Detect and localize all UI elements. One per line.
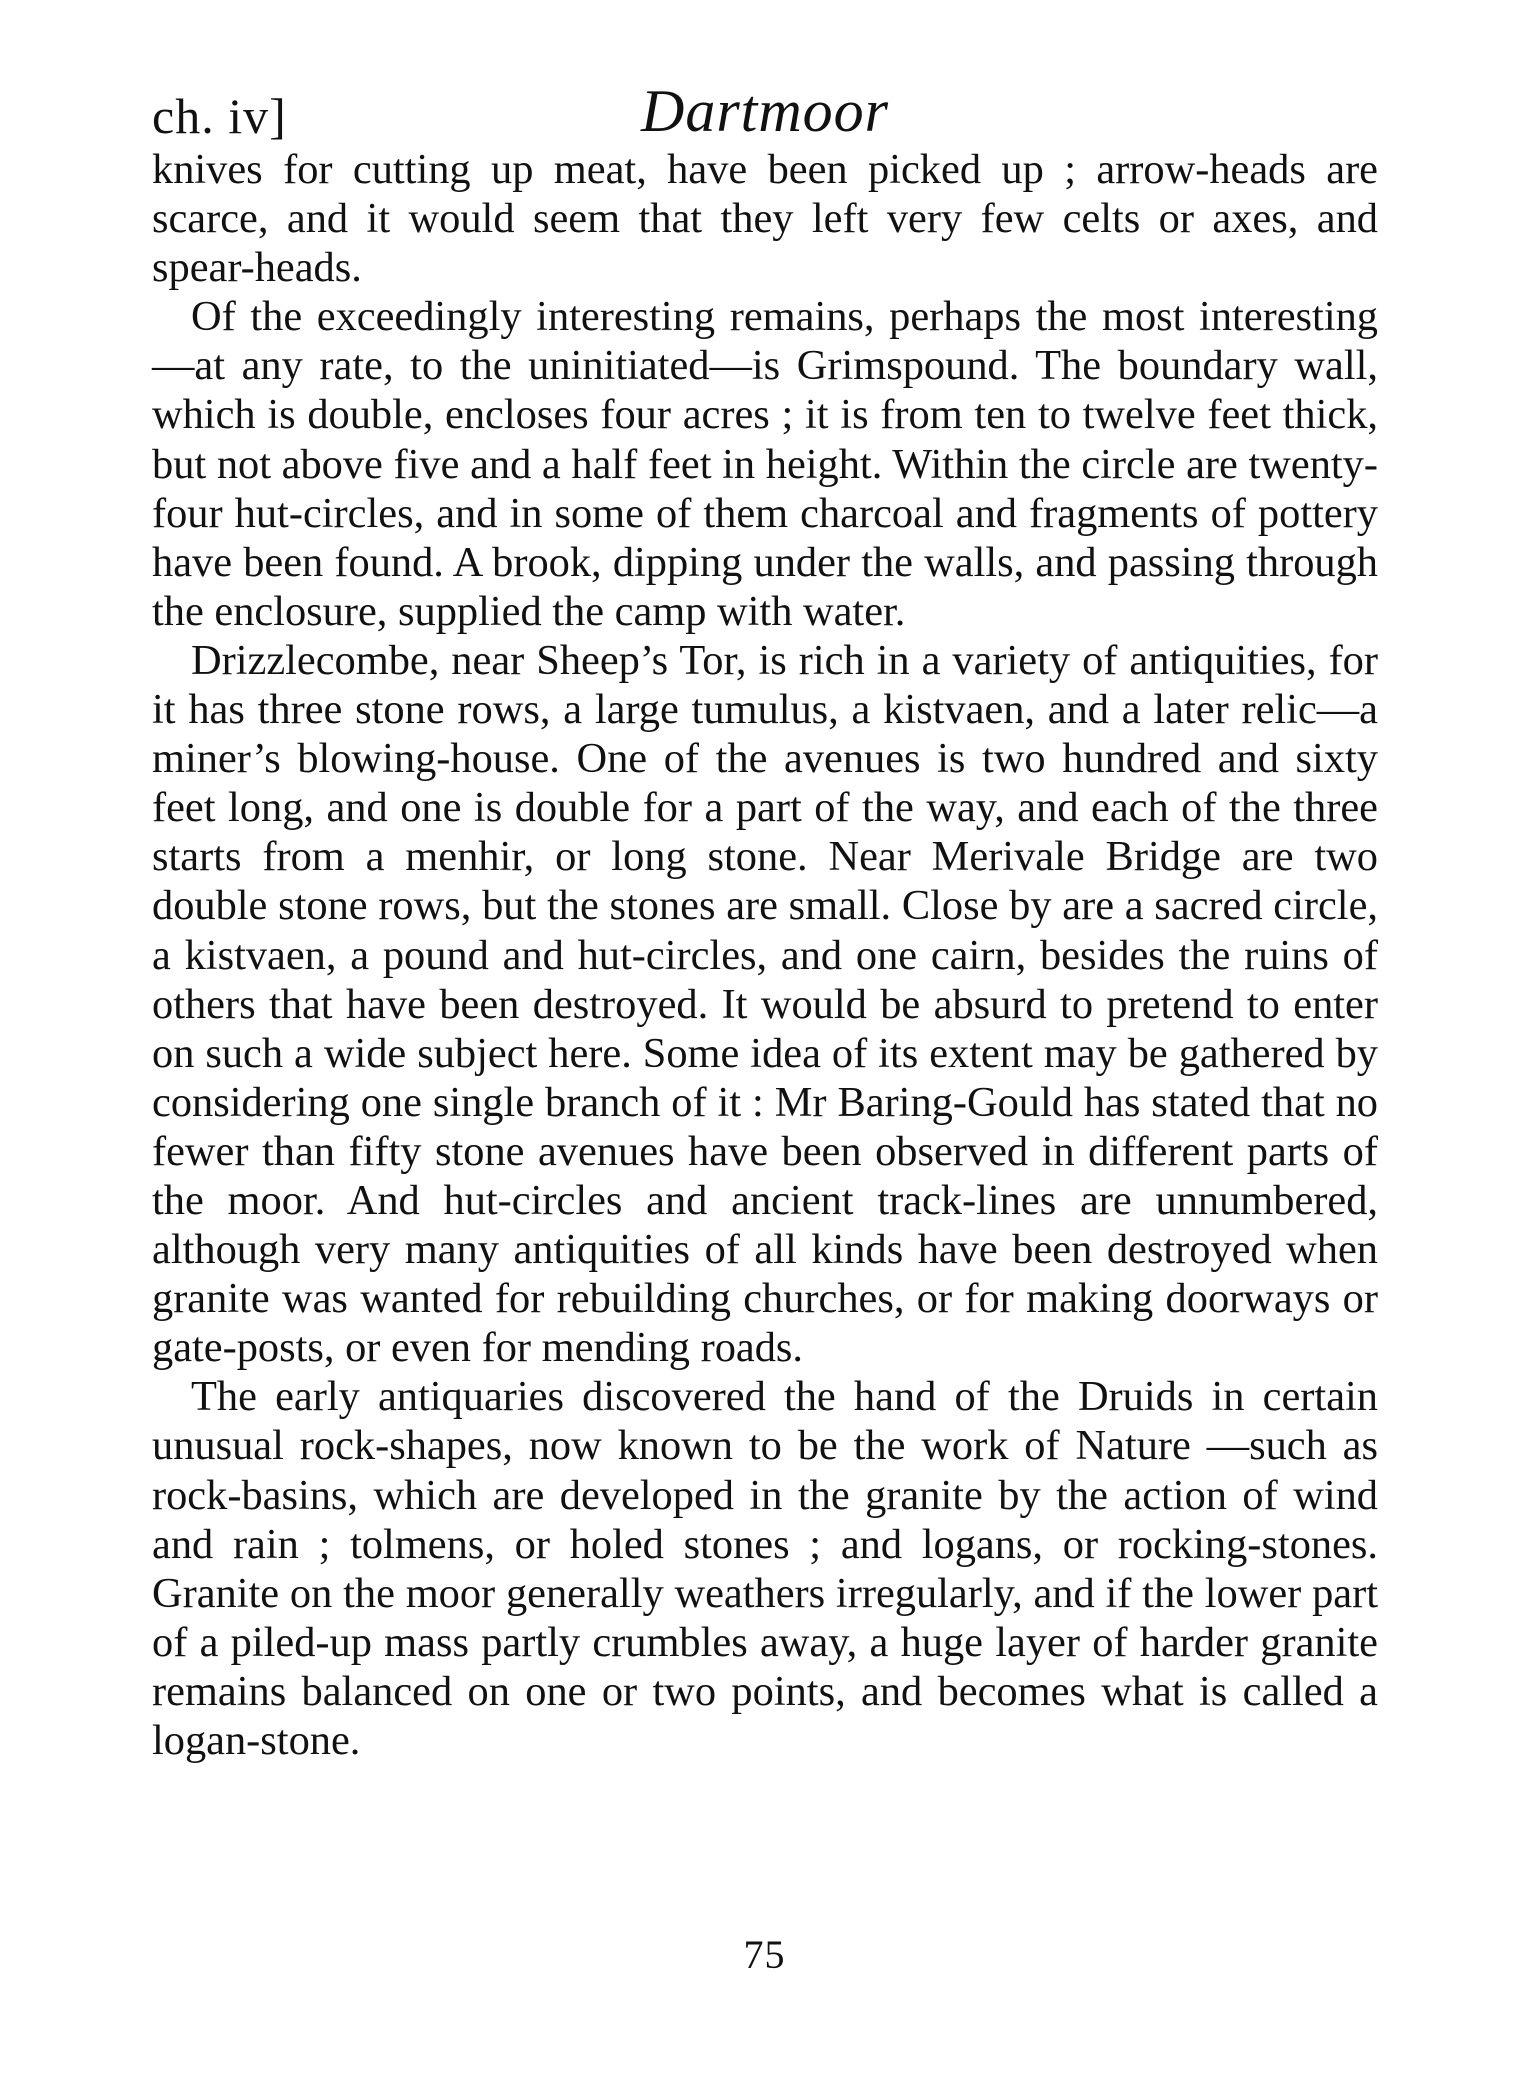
paragraph-drizzlecombe: Drizzlecombe, near Sheep’s Tor, is rich in a variety of antiquities, for it has three stone rows, a large tumulus, a kistvaen, and a later relic—a miner’s blowing-house. One of the avenues is two hundred and sixty feet long, and one is double for a part of the way, and each of the three starts from a menhir, or long stone. Near Merivale Bridge are two double stone rows, but the stones are small. Close by are a sacred circle, a kistvaen, a pound and hut-circles, and one cairn, besides the ruins of others that have been destroyed. It would be absurd to pretend to enter on such a wide subject here. Some idea of its extent may be gathered by considering one single branch of it : Mr Baring-Gould has stated that no fewer than fifty stone avenues have been observed in different parts of the moor. And hut-circles and ancient track-lines are unnumbered, although very many antiquities of all kinds have been destroyed when granite was wanted for rebuilding churches, or for making doorways or gate-posts, or even for mending roads. [152, 636, 1378, 1372]
body-text [152, 145, 1378, 1765]
chapter-reference: ch. iv] [152, 88, 287, 144]
paragraph-druids: The early antiquaries discovered the hand of the Druids in certain unusual rock-shapes, now known to be the work of Nature —such as rock-basins, which are developed in the granite by the action of wind and rain ; tolmens, or holed stones ; and logans, or rocking-stones. Granite on the moor generally weathers irregularly, and if the lower part of a piled-up mass partly crumbles away, a huge layer of harder granite remains balanced on one or two points, and becomes what is called a logan-stone. [152, 1373, 1378, 1764]
paragraph-continued: knives for cutting up meat, have been picked up ; arrow-heads are scarce, and it would seem that they left very few celts or axes, and spear-heads. [152, 146, 1378, 292]
page-number: 75 [743, 1932, 786, 1977]
paragraph-grimspound: Of the exceedingly interesting remains, perhaps the most interesting—at any rate, to the uninitiated—is Grimspound. The boundary wall, which is double, encloses four acres ; it is from ten to twelve feet thick, but not above five and a half feet in height. Within the circle are twenty-four hut-circles, and in some of them charcoal and fragments of pottery have been found. A brook, dipping under the walls, and passing through the enclosure, supplied the camp with water. [152, 293, 1378, 635]
running-head [152, 70, 1378, 150]
running-title: Dartmoor [640, 78, 890, 144]
